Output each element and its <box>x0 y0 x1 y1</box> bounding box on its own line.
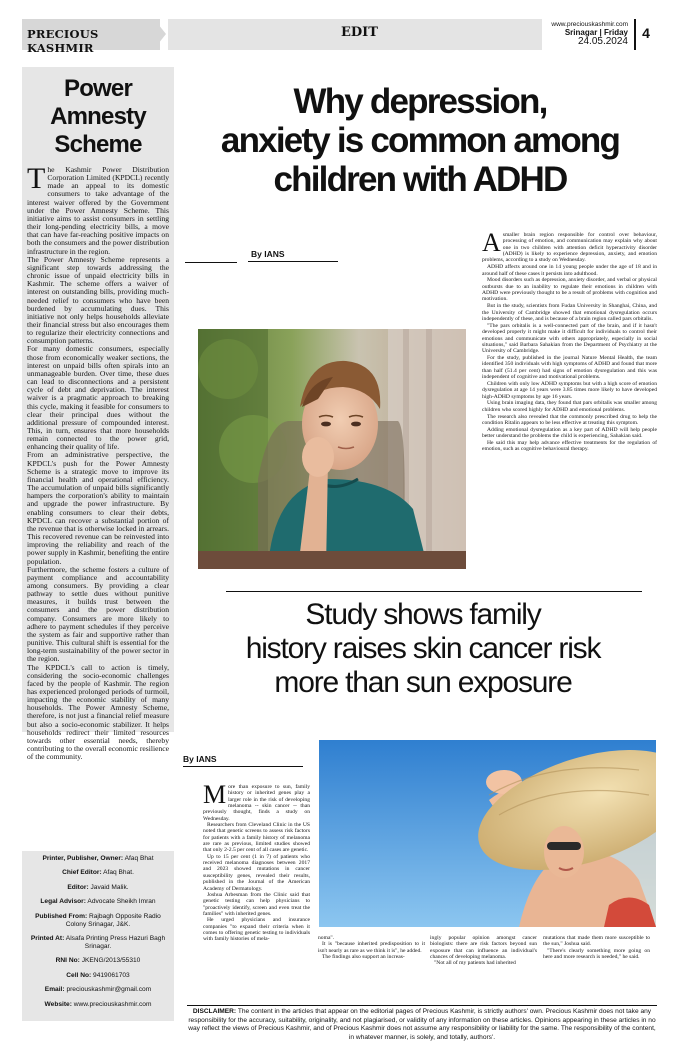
article2-paragraph: Up to 15 per cent (1 in 7) of patients who received melanoma diagnoses between 2017 and 2023 showed mutations in cancer susceptibility genes, revealed their results, published in the Journal of the American Academy of Dermatology. <box>203 853 310 892</box>
imprint-row: Editor: Javaid Malik. <box>67 883 129 891</box>
disclaimer-rule <box>187 1005 657 1006</box>
article2-column-3 <box>430 935 537 967</box>
article2-paragraph: The findings also support an increas- <box>322 954 405 961</box>
imprint-box <box>22 851 174 1021</box>
article1-headline: Why depression, anxiety is common among children with ADHD <box>220 82 620 199</box>
imprint-row: RNI No: JKENG/2013/55310 <box>55 957 141 965</box>
article1-dropcap: A <box>482 228 501 257</box>
editorial-dropcap: T <box>27 162 46 195</box>
editorial-paragraph: For many domestic consumers, especially those from economically weaker sections, the interest on unpaid bills often spirals into an unmanageable burden. Over time, these dues can lead to disconnections and a persistent cycle of debt and deprivation. The interest waiver is a pragmatic approach to breaking this cycle, making it feasible for consumers to clear their principal dues without the additional pressure of compounded interest. This, in turn, ensures that more households remain connected to the power grid, enhancing their quality of life. <box>27 344 169 452</box>
imprint-row: Cell No: 9419061703 <box>66 971 130 979</box>
article2-column-1 <box>203 780 310 943</box>
article1-paragraph: The research also revealed that the commonly prescribed drug to help the condition Ritalin appears to be less effective at treating this symptom. <box>482 413 657 426</box>
masthead-date: 24.05.2024 <box>577 36 628 47</box>
masthead-location-day: Srinagar | Friday <box>564 28 628 37</box>
imprint-row: Email: preciouskashmir@gmail.com <box>44 986 152 994</box>
editorial-column <box>22 67 174 762</box>
article1-body <box>482 228 657 453</box>
article2-paragraph: mutations that made them more susceptible to the sun," Joshua said. <box>543 935 650 948</box>
paper-name: PRECIOUS KASHMIR <box>27 27 99 55</box>
child-photo-illustration <box>198 329 466 569</box>
editorial-paragraph: he Kashmir Power Distribution Corporation Limited (KPDCL) recently made an appeal to its domestic consumers to take advantage of the interest waiver offered by the Government under the Power Amnesty Scheme. This initiative aims to assist consumers in settling their long-pending electricity bills, a move that can have far-reaching positive impacts on both the consumers and the power distribution infrastructure in the region. <box>27 165 169 256</box>
masthead-arrow <box>154 19 166 49</box>
article1-paragraph: Children with only low ADHD symptoms but with a high score of emotion dysregulation at age 14 years were 3.85 times more likely to have developed high-ADHD symptoms by age 16 years. <box>482 380 657 400</box>
issue-info <box>542 19 634 50</box>
article1-paragraph: Mood disorders such as depression, anxiety disorder, and verbal or physical outbursts due to an inability to regulate their emotions in children with ADHD were previously thought to be a result of problems with cognition and motivation. <box>482 277 657 303</box>
page-number: 4 <box>634 19 656 50</box>
editorial-paragraph: Furthermore, the scheme fosters a culture of payment compliance and accountability among consumers. By providing a clear pathway to settle dues without punitive measures, it builds trust between the consumers and the power distribution company. Consumers are more likely to adhere to payment schedules if they perceive the system as fair and supportive rather than punitive. This cultural shift is essential for the long-term sustainability of the power sector in the region. <box>27 564 169 664</box>
disclaimer-label: DISCLAIMER: <box>192 1008 237 1015</box>
editorial-paragraph: From an administrative perspective, the KPDCL's push for the Power Amnesty Scheme is a strategic move to improve its financial health and operational efficiency. The accumulation of unpaid bills significantly hampers the corporation's ability to maintain and upgrade the power infrastructure. By enabling consumers to clear their debts, KPDCL can recover a substantial portion of the revenue that is otherwise locked in arrears. This recovered revenue can be reinvested into improving the reliability and reach of the power supply in Kashmir, benefiting the entire population. <box>27 450 169 566</box>
article1-paragraph: Adding emotional dysregulation as a key part of ADHD will help people better understand the problems the child is experiencing, Sahakian said. <box>482 426 657 440</box>
section-block <box>168 19 542 50</box>
article2-dropcap: M <box>203 780 227 809</box>
disclaimer <box>187 1008 657 1043</box>
article1-paragraph: "The pars orbitalis is a well-connected part of the brain, and if it hasn't developed properly it might make it difficult for individuals to control their emotions and communicate with others appropriately, especially in social situations," said Barbara Sahakian from the Department of Psychiatry at the University of Cambridge. <box>482 322 657 355</box>
article1-paragraph: For the study, published in the journal Nature Mental Health, the team identified 350 individuals with high symptoms of ADHD and found that more than half (51.4 per cent) had signs of emotion dysregulation and this was independent of cognitive and motivational problems. <box>482 355 657 381</box>
imprint-row: Published From: Rajbagh Opposite Radio Colony Srinagar, J&K. <box>35 912 161 928</box>
article2-byline: By IANS <box>183 754 303 767</box>
imprint-row: Printed At: Alsafa Printing Press Hazuri Bagh Srinagar. <box>30 934 166 950</box>
imprint-row: Printer, Publisher, Owner: Afaq Bhat <box>42 855 154 862</box>
article2-paragraph: It is "because inherited predisposition to it isn't nearly as rare as we think it is", he added. <box>318 941 425 954</box>
editorial-body <box>27 162 169 762</box>
imprint-row: Legal Advisor: Advocate Sheikh Imran <box>40 898 156 906</box>
article1-paragraph: ADHD affects around one in 14 young people under the age of 18 and in around half of these cases it persists into adulthood. <box>482 264 657 277</box>
byline-rule <box>185 262 237 263</box>
article2-paragraph: He urged physicians and insurance companies "to expand their criteria when it comes to offering genetic testing to individuals with family histories of mela- <box>203 917 310 943</box>
disclaimer-text: The content in the articles that appear on the editorial pages of Precious Kashmir, is strictly authors' own. Precious Kashmir does not take any responsibility for the accuracy, suitability, originality, and not plagiarised, or validity of any information on these articles. Opinions appearing in these articles in no way reflect the views of Precious Kashmir, and of Precious Kashmir does not assume any responsibility or liability for the same. The responsibility of the content, in whatever manner, is solely, and totally, authors'. <box>188 1008 656 1042</box>
article2-paragraph: "Not all of my patients had inherited <box>434 960 516 967</box>
masthead <box>22 19 656 55</box>
article2-column-2 <box>318 935 425 960</box>
article1-paragraph: But in the study, scientists from Fudan University in Shanghai, China, and the University of Cambridge showed that emotional dysregulation occurs independently of these, and is because of a brain region called pars orbitalis. <box>482 303 657 322</box>
sunhat-photo <box>319 740 656 927</box>
editorial-paragraph: The KPDCL's call to action is timely, considering the socio-economic challenges faced by the people of Kashmir. The region has experienced prolonged periods of turmoil, impacting the economic stability of many households. The Power Amnesty Scheme, therefore, is not just a financial relief measure but also a socio-economic stabilizer. It helps households redirect their limited resources towards other essential needs, thereby contributing to the overall economic resilience of the community. <box>27 662 169 762</box>
article2-paragraph: "There's clearly something more going on here and more research is needed," he said. <box>543 947 650 961</box>
paper-name-block <box>22 19 160 55</box>
masthead-website: www.preciouskashmir.com <box>551 21 628 28</box>
article1-paragraph: He said this may help advance effective treatments for the regulation of emotion, such as cognitive behavioural therapy. <box>482 440 657 453</box>
article1-paragraph: Asmaller brain region responsible for control over behaviour, processing of emotion, and communication may explain why about one in two children with attention deficit hyperactivity disorder (ADHD) is likely to experience depression, anxiety, and emotion problems, according to a study on Wednesday. <box>482 228 657 264</box>
sunhat-photo-illustration <box>319 740 656 927</box>
article1-paragraph: Using brain imaging data, they found that pars orbitalis was smaller among children who scored highly for ADHD and emotional problems. <box>482 400 657 413</box>
article2-column-4 <box>543 935 650 960</box>
article2-headline: Study shows family history raises skin cancer risk more than sun exposure <box>245 598 601 699</box>
article-divider <box>226 591 642 592</box>
imprint-row: Chief Editor: Afaq Bhat. <box>62 869 134 877</box>
article1-byline: By IANS <box>248 249 338 262</box>
imprint-row: Website: www.preciouskashmir.com <box>44 1000 152 1008</box>
editorial-paragraph: The Power Amnesty Scheme represents a significant step towards addressing the chronic issue of unpaid electricity bills in Kashmir. The scheme offers a waiver of interest on outstanding bills, providing much-needed relief to consumers who have been burdened by accumulating dues. This initiative not only helps households alleviate their financial stress but also encourages them to regularize their electricity connections and consumption patterns. <box>27 254 169 346</box>
editorial-title: Power Amnesty Scheme <box>50 75 146 158</box>
article2-paragraph: More than exposure to sun, family history or inherited genes play a larger role in the risk of developing melanoma -- skin cancer -- than previously thought, finds a study on Wednesday. <box>203 780 310 822</box>
article2-paragraph: Joshua Arbesman from the Clinic said that genetic testing can help physicians to "proactively identify, screen and even treat the families" with inherited genes. <box>203 891 310 917</box>
article2-paragraph: Researchers from Cleveland Clinic in the US noted that genetic screens to assess risk factors for patients with a family history of melanoma are rare as previous, limited studies showed that only 2-2.5 per cent of all cases are genetic. <box>203 822 310 854</box>
section-name: EDIT <box>341 25 378 40</box>
article2-paragraph: noma". <box>318 935 335 941</box>
article2-paragraph: ingly popular opinion amongst cancer biologists: there are risk factors beyond sun exposure that can influence an individual's chances of developing melanoma. <box>430 935 537 961</box>
child-photo <box>198 329 466 569</box>
